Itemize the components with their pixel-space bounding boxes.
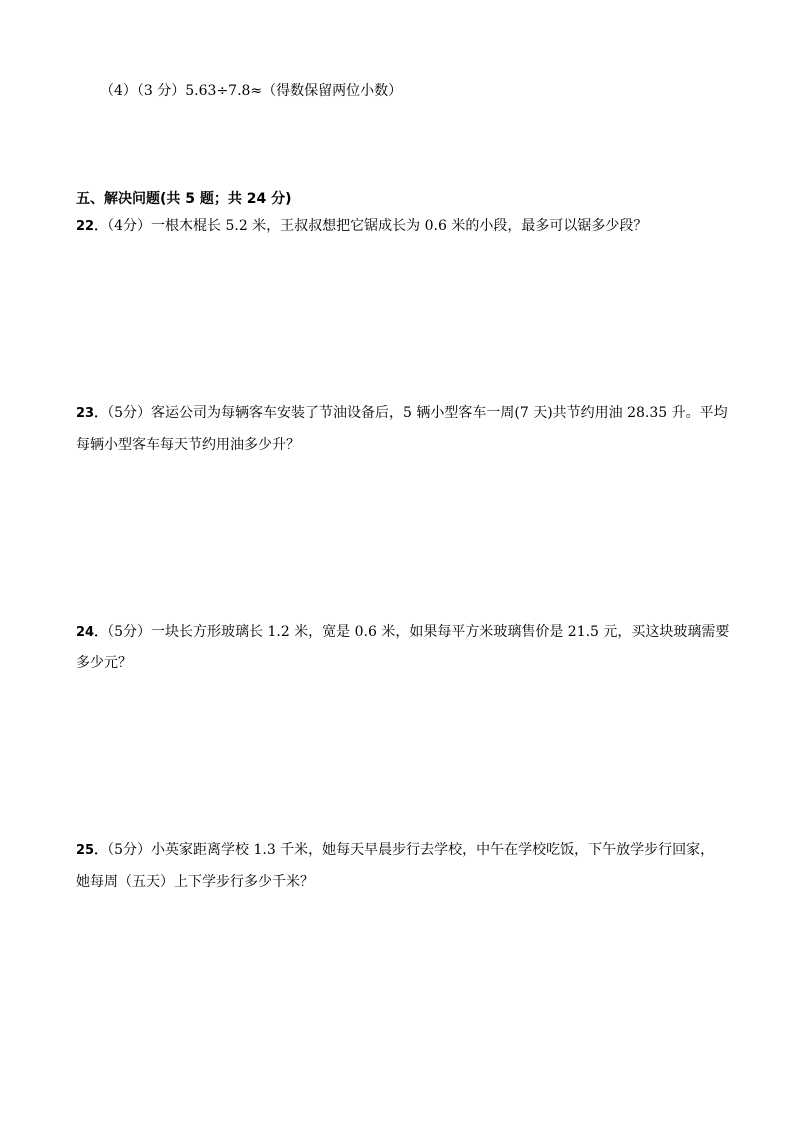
question-24-score: （5分） [107,624,152,640]
question-23-number: 23． [76,406,108,421]
sub-question-4-expression: 5.63÷7.8≈ [185,83,263,99]
question-24 [76,622,736,643]
question-23 [76,403,736,424]
question-24-text: 一块长方形玻璃长 1.2 米，宽是 0.6 米，如果每平方米玻璃售价是 21.5 元，买这块玻璃需要 [151,624,730,640]
question-22-text: 一根木棍长 5.2 米，王叔叔想把它锯成长为 0.6 米的小段，最多可以锯多少段？ [151,218,648,234]
question-25-score: （5分） [107,842,152,858]
question-22-score: （4分） [107,218,152,234]
question-23-continued: 每辆小型客车每天节约用油多少升？ [76,437,300,453]
sub-question-4 [100,81,760,101]
sub-question-4-prefix: （4）（3 分） [100,83,186,99]
question-25-text: 小英家距离学校 1.3 千米，她每天早晨步行去学校，中午在学校吃饭，下午放学步行回家， [151,842,715,858]
question-23-score: （5分） [107,405,152,421]
sub-question-4-note: （得数保留两位小数） [262,83,403,99]
question-22-number: 22． [76,219,108,234]
question-25 [76,840,736,861]
question-24-number: 24． [76,625,108,640]
question-25-number: 25． [76,843,108,858]
question-22 [76,216,736,237]
question-23-text: 客运公司为每辆客车安装了节油设备后，5 辆小型客车一周(7 天)共节约用油 28.35 升。平均 [151,405,728,421]
section-title: 五、解决问题(共 5 题；共 24 分) [76,191,292,207]
question-24-continued: 多少元？ [76,655,132,671]
question-25-continued: 她每周（五天）上下学步行多少千米？ [76,874,314,890]
